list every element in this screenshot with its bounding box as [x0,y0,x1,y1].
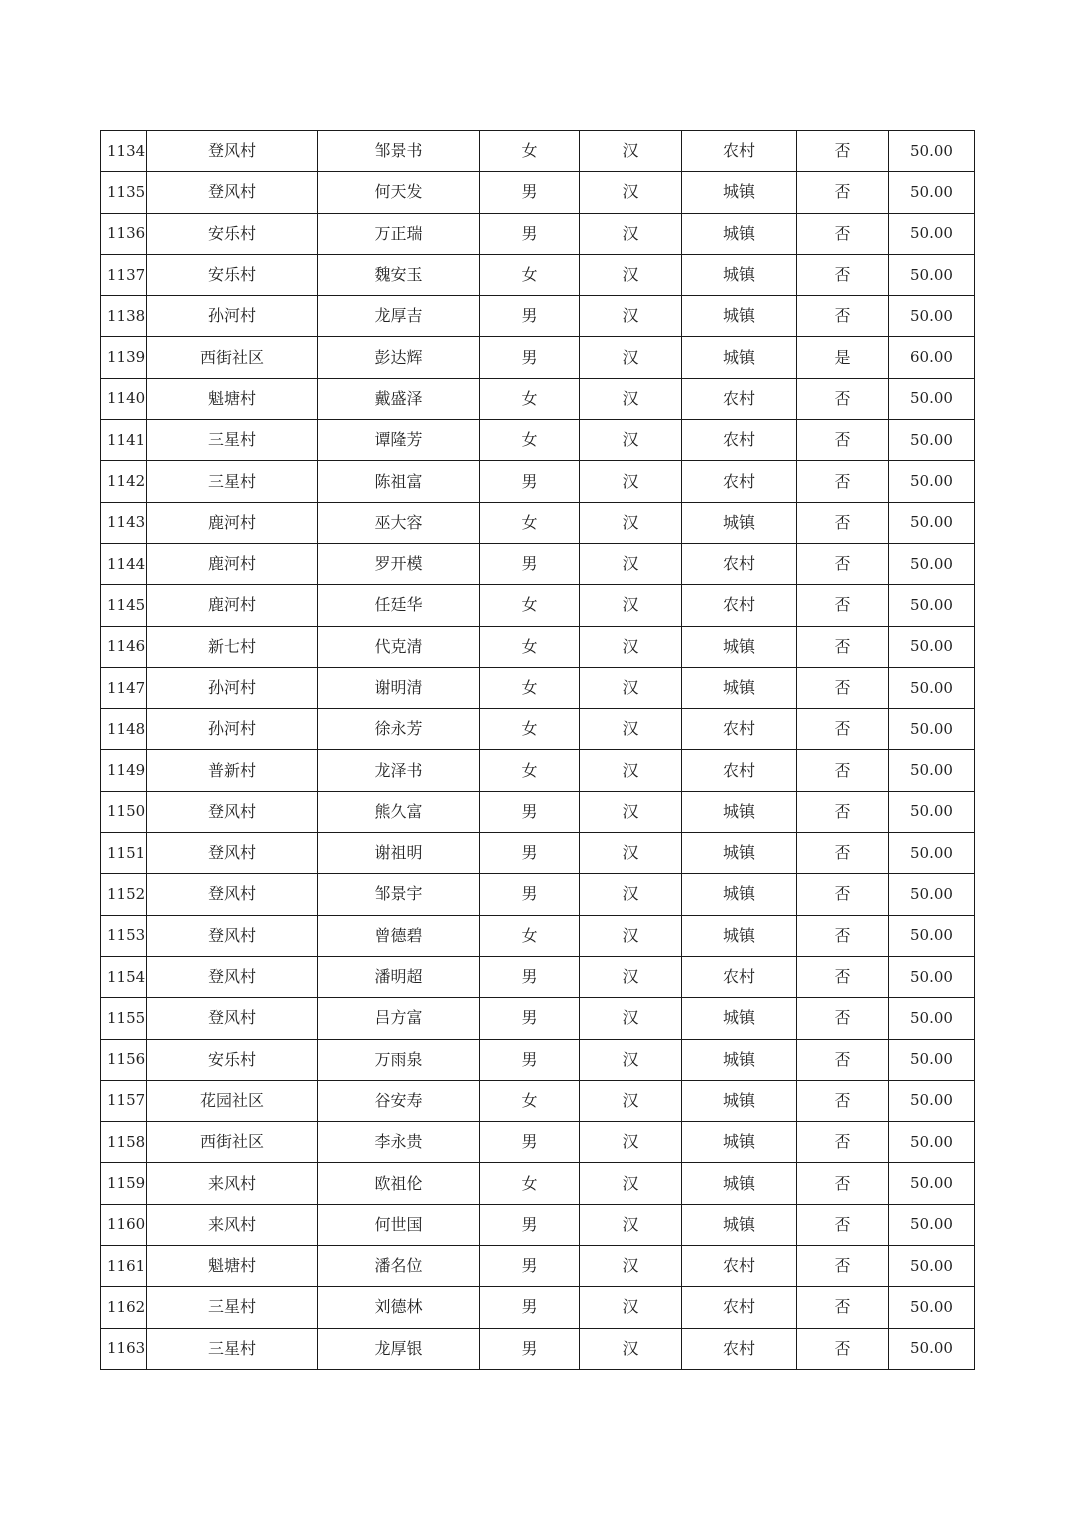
cell-village: 鹿河村 [147,543,318,584]
cell-ethnicity: 汉 [580,1163,682,1204]
cell-village: 三星村 [147,1287,318,1328]
cell-amount: 50.00 [889,131,975,172]
cell-flag: 否 [797,667,889,708]
cell-flag: 否 [797,296,889,337]
cell-residence-type: 城镇 [682,337,797,378]
cell-ethnicity: 汉 [580,1246,682,1287]
cell-flag: 否 [797,1287,889,1328]
cell-residence-type: 城镇 [682,1204,797,1245]
table-row [101,420,975,461]
cell-village: 三星村 [147,1328,318,1369]
cell-residence-type: 城镇 [682,626,797,667]
cell-serial-number: 1163 [101,1328,147,1369]
cell-flag: 否 [797,1246,889,1287]
cell-name: 谭隆芳 [318,420,480,461]
cell-flag: 否 [797,1328,889,1369]
table-row [101,791,975,832]
cell-village: 登风村 [147,131,318,172]
cell-name: 巫大容 [318,502,480,543]
cell-flag: 否 [797,254,889,295]
table-row [101,1246,975,1287]
cell-serial-number: 1149 [101,750,147,791]
cell-amount: 50.00 [889,750,975,791]
cell-village: 安乐村 [147,254,318,295]
cell-name: 代克清 [318,626,480,667]
cell-residence-type: 农村 [682,461,797,502]
cell-gender: 男 [480,1122,580,1163]
table-row [101,378,975,419]
cell-residence-type: 农村 [682,750,797,791]
cell-residence-type: 农村 [682,131,797,172]
cell-residence-type: 城镇 [682,915,797,956]
cell-village: 登风村 [147,956,318,997]
cell-gender: 女 [480,626,580,667]
table-row [101,1122,975,1163]
cell-flag: 否 [797,1080,889,1121]
cell-gender: 男 [480,833,580,874]
cell-amount: 60.00 [889,337,975,378]
data-table [100,130,975,1370]
cell-serial-number: 1139 [101,337,147,378]
cell-flag: 否 [797,626,889,667]
cell-amount: 50.00 [889,1246,975,1287]
cell-serial-number: 1135 [101,172,147,213]
cell-serial-number: 1153 [101,915,147,956]
table-row [101,956,975,997]
cell-ethnicity: 汉 [580,378,682,419]
cell-serial-number: 1137 [101,254,147,295]
cell-serial-number: 1146 [101,626,147,667]
cell-serial-number: 1152 [101,874,147,915]
cell-serial-number: 1160 [101,1204,147,1245]
cell-ethnicity: 汉 [580,833,682,874]
cell-serial-number: 1138 [101,296,147,337]
cell-residence-type: 城镇 [682,213,797,254]
cell-serial-number: 1143 [101,502,147,543]
cell-ethnicity: 汉 [580,296,682,337]
cell-residence-type: 城镇 [682,998,797,1039]
cell-ethnicity: 汉 [580,956,682,997]
cell-ethnicity: 汉 [580,585,682,626]
cell-gender: 女 [480,420,580,461]
cell-flag: 否 [797,956,889,997]
cell-ethnicity: 汉 [580,337,682,378]
cell-serial-number: 1157 [101,1080,147,1121]
table-row [101,1204,975,1245]
cell-gender: 男 [480,956,580,997]
cell-ethnicity: 汉 [580,998,682,1039]
cell-gender: 男 [480,543,580,584]
cell-gender: 男 [480,1287,580,1328]
cell-amount: 50.00 [889,543,975,584]
cell-residence-type: 农村 [682,1287,797,1328]
table-row [101,998,975,1039]
cell-amount: 50.00 [889,1204,975,1245]
cell-ethnicity: 汉 [580,131,682,172]
cell-flag: 否 [797,791,889,832]
cell-residence-type: 城镇 [682,833,797,874]
table-row [101,709,975,750]
cell-ethnicity: 汉 [580,172,682,213]
cell-name: 邹景宇 [318,874,480,915]
cell-flag: 否 [797,585,889,626]
cell-gender: 女 [480,1080,580,1121]
cell-flag: 否 [797,1163,889,1204]
cell-amount: 50.00 [889,956,975,997]
table-row [101,1163,975,1204]
cell-gender: 男 [480,461,580,502]
cell-name: 徐永芳 [318,709,480,750]
cell-flag: 否 [797,998,889,1039]
cell-gender: 男 [480,213,580,254]
cell-village: 魁塘村 [147,378,318,419]
cell-village: 孙河村 [147,667,318,708]
cell-residence-type: 城镇 [682,502,797,543]
cell-ethnicity: 汉 [580,874,682,915]
cell-village: 登风村 [147,833,318,874]
cell-flag: 否 [797,874,889,915]
cell-amount: 50.00 [889,874,975,915]
cell-name: 谢明清 [318,667,480,708]
cell-name: 潘名位 [318,1246,480,1287]
cell-residence-type: 农村 [682,543,797,584]
cell-residence-type: 城镇 [682,1163,797,1204]
cell-name: 戴盛泽 [318,378,480,419]
table-row [101,461,975,502]
cell-residence-type: 城镇 [682,172,797,213]
cell-gender: 女 [480,667,580,708]
cell-name: 潘明超 [318,956,480,997]
cell-gender: 女 [480,709,580,750]
table-row [101,667,975,708]
cell-village: 登风村 [147,172,318,213]
cell-village: 鹿河村 [147,502,318,543]
cell-gender: 男 [480,337,580,378]
cell-serial-number: 1147 [101,667,147,708]
cell-amount: 50.00 [889,1122,975,1163]
cell-serial-number: 1151 [101,833,147,874]
cell-gender: 女 [480,915,580,956]
cell-serial-number: 1141 [101,420,147,461]
cell-gender: 男 [480,1204,580,1245]
cell-flag: 否 [797,1122,889,1163]
cell-residence-type: 城镇 [682,296,797,337]
cell-name: 欧祖伦 [318,1163,480,1204]
table-row [101,172,975,213]
cell-amount: 50.00 [889,1287,975,1328]
cell-residence-type: 农村 [682,420,797,461]
cell-gender: 男 [480,1246,580,1287]
cell-name: 龙泽书 [318,750,480,791]
cell-serial-number: 1161 [101,1246,147,1287]
cell-ethnicity: 汉 [580,1328,682,1369]
cell-serial-number: 1154 [101,956,147,997]
cell-residence-type: 农村 [682,1328,797,1369]
table-row [101,1080,975,1121]
cell-flag: 是 [797,337,889,378]
cell-amount: 50.00 [889,1080,975,1121]
cell-ethnicity: 汉 [580,791,682,832]
cell-village: 鹿河村 [147,585,318,626]
cell-residence-type: 农村 [682,585,797,626]
cell-village: 安乐村 [147,1039,318,1080]
table-row [101,626,975,667]
cell-residence-type: 农村 [682,956,797,997]
cell-serial-number: 1144 [101,543,147,584]
cell-residence-type: 城镇 [682,1122,797,1163]
cell-name: 吕方富 [318,998,480,1039]
cell-serial-number: 1162 [101,1287,147,1328]
cell-gender: 女 [480,378,580,419]
cell-gender: 女 [480,1163,580,1204]
cell-flag: 否 [797,502,889,543]
cell-ethnicity: 汉 [580,915,682,956]
cell-village: 孙河村 [147,296,318,337]
cell-flag: 否 [797,1204,889,1245]
cell-gender: 男 [480,874,580,915]
cell-residence-type: 城镇 [682,667,797,708]
cell-ethnicity: 汉 [580,420,682,461]
cell-amount: 50.00 [889,791,975,832]
table-row [101,213,975,254]
cell-village: 登风村 [147,998,318,1039]
table-row [101,337,975,378]
cell-ethnicity: 汉 [580,1287,682,1328]
cell-flag: 否 [797,915,889,956]
cell-ethnicity: 汉 [580,709,682,750]
table-row [101,1328,975,1369]
cell-amount: 50.00 [889,667,975,708]
table-row [101,296,975,337]
cell-name: 万正瑞 [318,213,480,254]
cell-flag: 否 [797,172,889,213]
cell-residence-type: 农村 [682,709,797,750]
cell-flag: 否 [797,213,889,254]
cell-residence-type: 农村 [682,378,797,419]
cell-village: 来风村 [147,1204,318,1245]
table-row [101,750,975,791]
cell-ethnicity: 汉 [580,750,682,791]
cell-gender: 男 [480,1039,580,1080]
cell-amount: 50.00 [889,915,975,956]
cell-flag: 否 [797,378,889,419]
cell-flag: 否 [797,833,889,874]
cell-village: 孙河村 [147,709,318,750]
table-row [101,833,975,874]
cell-name: 熊久富 [318,791,480,832]
cell-name: 谢祖明 [318,833,480,874]
table-row [101,1287,975,1328]
cell-serial-number: 1156 [101,1039,147,1080]
cell-ethnicity: 汉 [580,543,682,584]
cell-flag: 否 [797,750,889,791]
cell-residence-type: 城镇 [682,254,797,295]
cell-residence-type: 城镇 [682,1080,797,1121]
cell-name: 曾德碧 [318,915,480,956]
cell-gender: 男 [480,296,580,337]
cell-gender: 男 [480,1328,580,1369]
cell-ethnicity: 汉 [580,461,682,502]
cell-flag: 否 [797,1039,889,1080]
cell-amount: 50.00 [889,1163,975,1204]
cell-ethnicity: 汉 [580,502,682,543]
cell-name: 刘德林 [318,1287,480,1328]
cell-gender: 男 [480,791,580,832]
cell-serial-number: 1145 [101,585,147,626]
table-row [101,131,975,172]
cell-flag: 否 [797,543,889,584]
table-row [101,1039,975,1080]
cell-ethnicity: 汉 [580,1204,682,1245]
cell-village: 新七村 [147,626,318,667]
cell-name: 彭达辉 [318,337,480,378]
cell-ethnicity: 汉 [580,1080,682,1121]
cell-village: 三星村 [147,461,318,502]
cell-amount: 50.00 [889,833,975,874]
cell-name: 任廷华 [318,585,480,626]
cell-gender: 男 [480,998,580,1039]
cell-village: 来风村 [147,1163,318,1204]
cell-gender: 女 [480,502,580,543]
cell-name: 李永贵 [318,1122,480,1163]
cell-serial-number: 1155 [101,998,147,1039]
table-row [101,585,975,626]
table-row [101,254,975,295]
cell-amount: 50.00 [889,1039,975,1080]
cell-serial-number: 1142 [101,461,147,502]
cell-amount: 50.00 [889,378,975,419]
cell-gender: 女 [480,131,580,172]
cell-name: 何天发 [318,172,480,213]
table-row [101,502,975,543]
cell-amount: 50.00 [889,709,975,750]
cell-amount: 50.00 [889,585,975,626]
cell-serial-number: 1148 [101,709,147,750]
cell-residence-type: 农村 [682,1246,797,1287]
cell-flag: 否 [797,709,889,750]
cell-serial-number: 1136 [101,213,147,254]
cell-flag: 否 [797,461,889,502]
cell-ethnicity: 汉 [580,1039,682,1080]
cell-ethnicity: 汉 [580,213,682,254]
cell-residence-type: 城镇 [682,1039,797,1080]
cell-village: 花园社区 [147,1080,318,1121]
cell-residence-type: 城镇 [682,791,797,832]
cell-village: 西街社区 [147,337,318,378]
cell-gender: 男 [480,172,580,213]
table-body [101,131,975,1370]
cell-serial-number: 1140 [101,378,147,419]
cell-amount: 50.00 [889,172,975,213]
cell-village: 安乐村 [147,213,318,254]
table-row [101,915,975,956]
cell-name: 何世国 [318,1204,480,1245]
cell-serial-number: 1159 [101,1163,147,1204]
cell-amount: 50.00 [889,296,975,337]
cell-village: 西街社区 [147,1122,318,1163]
cell-name: 谷安寿 [318,1080,480,1121]
cell-amount: 50.00 [889,502,975,543]
cell-amount: 50.00 [889,213,975,254]
cell-gender: 女 [480,750,580,791]
cell-village: 登风村 [147,915,318,956]
cell-amount: 50.00 [889,254,975,295]
cell-ethnicity: 汉 [580,254,682,295]
cell-ethnicity: 汉 [580,667,682,708]
cell-amount: 50.00 [889,998,975,1039]
cell-village: 三星村 [147,420,318,461]
cell-serial-number: 1158 [101,1122,147,1163]
cell-village: 普新村 [147,750,318,791]
cell-ethnicity: 汉 [580,1122,682,1163]
cell-name: 魏安玉 [318,254,480,295]
cell-amount: 50.00 [889,626,975,667]
cell-flag: 否 [797,131,889,172]
cell-name: 龙厚银 [318,1328,480,1369]
cell-name: 邹景书 [318,131,480,172]
cell-amount: 50.00 [889,1328,975,1369]
cell-serial-number: 1134 [101,131,147,172]
cell-village: 魁塘村 [147,1246,318,1287]
cell-residence-type: 城镇 [682,874,797,915]
cell-amount: 50.00 [889,420,975,461]
cell-village: 登风村 [147,874,318,915]
cell-serial-number: 1150 [101,791,147,832]
table-row [101,874,975,915]
cell-gender: 女 [480,254,580,295]
cell-amount: 50.00 [889,461,975,502]
cell-name: 罗开模 [318,543,480,584]
table-row [101,543,975,584]
cell-gender: 女 [480,585,580,626]
cell-name: 万雨泉 [318,1039,480,1080]
cell-flag: 否 [797,420,889,461]
cell-name: 陈祖富 [318,461,480,502]
cell-village: 登风村 [147,791,318,832]
cell-ethnicity: 汉 [580,626,682,667]
cell-name: 龙厚吉 [318,296,480,337]
